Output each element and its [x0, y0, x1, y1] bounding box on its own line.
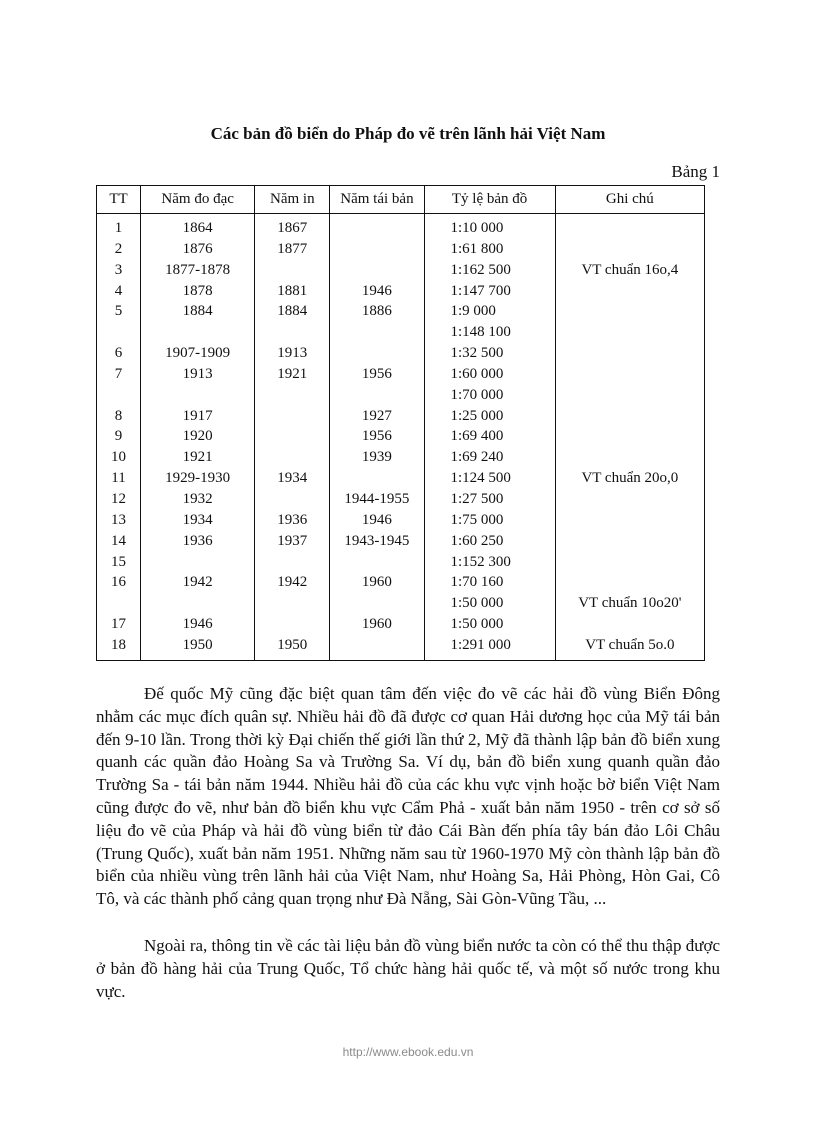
cell-tt: 2: [97, 239, 141, 260]
cell-scale: 1:27 500: [424, 489, 555, 510]
cell-print-year: 1913: [255, 343, 330, 364]
cell-print-year: [255, 406, 330, 427]
cell-tt: 4: [97, 281, 141, 302]
cell-survey-year: [141, 322, 255, 343]
cell-note: [555, 385, 704, 406]
table-row: [97, 510, 705, 531]
cell-survey-year: 1946: [141, 614, 255, 635]
page-title: Các bản đồ biển do Pháp đo vẽ trên lãnh hải Việt Nam: [210, 124, 606, 143]
cell-scale: 1:124 500: [424, 468, 555, 489]
table-row: [97, 385, 705, 406]
cell-note: VT chuẩn 10o20': [555, 593, 704, 614]
cell-reprint-year: 1943-1945: [330, 531, 424, 552]
cell-note: VT chuẩn 20o,0: [555, 468, 704, 489]
cell-note: [555, 531, 704, 552]
cell-tt: 14: [97, 531, 141, 552]
table-row: [97, 322, 705, 343]
table-row: [97, 406, 705, 427]
cell-survey-year: 1864: [141, 214, 255, 239]
header-note: Ghi chú: [555, 186, 704, 214]
cell-scale: 1:50 000: [424, 593, 555, 614]
cell-survey-year: 1917: [141, 406, 255, 427]
cell-survey-year: 1877-1878: [141, 260, 255, 281]
cell-print-year: [255, 614, 330, 635]
cell-print-year: [255, 385, 330, 406]
table-header-row: [97, 186, 705, 214]
header-tt: TT: [97, 186, 141, 214]
cell-note: [555, 322, 704, 343]
cell-tt: 17: [97, 614, 141, 635]
cell-print-year: [255, 593, 330, 614]
cell-survey-year: 1913: [141, 364, 255, 385]
cell-tt: 12: [97, 489, 141, 510]
cell-tt: 3: [97, 260, 141, 281]
cell-print-year: 1867: [255, 214, 330, 239]
cell-scale: 1:50 000: [424, 614, 555, 635]
cell-tt: [97, 593, 141, 614]
cell-tt: 6: [97, 343, 141, 364]
cell-survey-year: 1932: [141, 489, 255, 510]
cell-reprint-year: [330, 214, 424, 239]
table-row: [97, 489, 705, 510]
cell-survey-year: [141, 385, 255, 406]
cell-scale: 1:162 500: [424, 260, 555, 281]
cell-survey-year: 1934: [141, 510, 255, 531]
cell-scale: 1:25 000: [424, 406, 555, 427]
cell-tt: 15: [97, 552, 141, 573]
cell-print-year: 1921: [255, 364, 330, 385]
cell-survey-year: 1936: [141, 531, 255, 552]
cell-scale: 1:69 400: [424, 426, 555, 447]
cell-reprint-year: 1960: [330, 614, 424, 635]
cell-note: [555, 406, 704, 427]
cell-survey-year: [141, 552, 255, 573]
footer-url: http://www.ebook.edu.vn: [342, 1045, 474, 1059]
cell-reprint-year: [330, 239, 424, 260]
cell-print-year: 1937: [255, 531, 330, 552]
table-row: [97, 635, 705, 660]
cell-tt: 18: [97, 635, 141, 660]
cell-scale: 1:148 100: [424, 322, 555, 343]
table-row: [97, 447, 705, 468]
cell-note: [555, 489, 704, 510]
cell-survey-year: 1907-1909: [141, 343, 255, 364]
cell-reprint-year: [330, 260, 424, 281]
table-row: [97, 214, 705, 239]
cell-reprint-year: 1944-1955: [330, 489, 424, 510]
cell-tt: 11: [97, 468, 141, 489]
cell-note: [555, 552, 704, 573]
header-survey-year: Năm đo đạc: [141, 186, 255, 214]
cell-survey-year: 1929-1930: [141, 468, 255, 489]
table-row: [97, 572, 705, 593]
header-print-year: Năm in: [255, 186, 330, 214]
cell-tt: [97, 322, 141, 343]
cell-scale: 1:147 700: [424, 281, 555, 302]
cell-print-year: 1942: [255, 572, 330, 593]
table-row: [97, 343, 705, 364]
cell-tt: 16: [97, 572, 141, 593]
cell-survey-year: [141, 593, 255, 614]
cell-print-year: [255, 426, 330, 447]
table-row: [97, 364, 705, 385]
paragraph-us-maps: Đế quốc Mỹ cũng đặc biệt quan tâm đến việc đo vẽ các hải đồ vùng Biển Đông nhằm các mục đích quân sự. Nhiều hải đồ đã được cơ quan Hải dương học của Mỹ tái bản đến 9-10 lần. Trong thời kỳ Đại chiến thế giới lần thứ 2, Mỹ đã thành lập bản đồ biển xung quanh các quần đảo Hoàng Sa và Trường Sa. Ví dụ, bản đồ biển xung quanh quần đảo Trường Sa - tái bản năm 1944. Nhiều hải đồ của các khu vực vịnh hoặc bờ biển Việt Nam cũng được đo vẽ, như bản đồ biển khu vực Cẩm Phả - xuất bản năm 1950 - trên cơ sở số liệu đo vẽ của Pháp và hải đồ vùng biển từ đảo Cái Bàn đến phía tây bán đảo Lôi Châu (Trung Quốc), xuất bản năm 1951. Những năm sau từ 1960-1970 Mỹ còn thành lập bản đồ biển của nhiều vùng trên lãnh hải của Việt Nam, như Hoàng Sa, Hải Phòng, Hòn Gai, Cô Tô, và các thành phố cảng quan trọng như Đà Nẵng, Sài Gòn-Vũng Tầu, ...: [96, 684, 720, 909]
cell-tt: 5: [97, 301, 141, 322]
cell-survey-year: 1950: [141, 635, 255, 660]
cell-scale: 1:69 240: [424, 447, 555, 468]
table-row: [97, 531, 705, 552]
cell-survey-year: 1878: [141, 281, 255, 302]
cell-print-year: 1877: [255, 239, 330, 260]
header-reprint-year: Năm tái bản: [330, 186, 424, 214]
cell-note: [555, 426, 704, 447]
cell-note: [555, 214, 704, 239]
cell-print-year: [255, 447, 330, 468]
cell-survey-year: 1876: [141, 239, 255, 260]
cell-note: [555, 239, 704, 260]
table-row: [97, 426, 705, 447]
cell-tt: 1: [97, 214, 141, 239]
cell-note: [555, 343, 704, 364]
cell-reprint-year: 1946: [330, 281, 424, 302]
map-table: [96, 185, 705, 661]
table-row: [97, 260, 705, 281]
cell-scale: 1:152 300: [424, 552, 555, 573]
cell-print-year: 1884: [255, 301, 330, 322]
cell-print-year: [255, 322, 330, 343]
cell-survey-year: 1921: [141, 447, 255, 468]
cell-tt: 13: [97, 510, 141, 531]
table-row: [97, 301, 705, 322]
cell-reprint-year: 1956: [330, 426, 424, 447]
table-row: [97, 239, 705, 260]
cell-scale: 1:61 800: [424, 239, 555, 260]
cell-print-year: [255, 260, 330, 281]
cell-survey-year: 1920: [141, 426, 255, 447]
cell-survey-year: 1884: [141, 301, 255, 322]
cell-tt: 8: [97, 406, 141, 427]
cell-reprint-year: [330, 468, 424, 489]
cell-reprint-year: [330, 343, 424, 364]
cell-note: [555, 510, 704, 531]
cell-reprint-year: [330, 635, 424, 660]
cell-note: VT chuẩn 16o,4: [555, 260, 704, 281]
cell-reprint-year: 1946: [330, 510, 424, 531]
cell-survey-year: 1942: [141, 572, 255, 593]
cell-print-year: [255, 489, 330, 510]
cell-note: [555, 364, 704, 385]
cell-reprint-year: [330, 593, 424, 614]
cell-scale: 1:9 000: [424, 301, 555, 322]
cell-note: [555, 301, 704, 322]
cell-reprint-year: 1886: [330, 301, 424, 322]
cell-tt: 9: [97, 426, 141, 447]
cell-scale: 1:32 500: [424, 343, 555, 364]
cell-print-year: [255, 552, 330, 573]
cell-note: [555, 614, 704, 635]
cell-reprint-year: 1960: [330, 572, 424, 593]
cell-tt: 7: [97, 364, 141, 385]
cell-scale: 1:60 250: [424, 531, 555, 552]
cell-reprint-year: [330, 385, 424, 406]
cell-tt: [97, 385, 141, 406]
cell-print-year: 1936: [255, 510, 330, 531]
cell-reprint-year: 1939: [330, 447, 424, 468]
cell-reprint-year: 1927: [330, 406, 424, 427]
table-body: [97, 214, 705, 661]
cell-reprint-year: [330, 552, 424, 573]
table-row: [97, 281, 705, 302]
table-row: [97, 593, 705, 614]
table-row: [97, 468, 705, 489]
cell-tt: 10: [97, 447, 141, 468]
table-caption: Bảng 1: [671, 162, 720, 181]
cell-scale: 1:291 000: [424, 635, 555, 660]
cell-scale: 1:75 000: [424, 510, 555, 531]
cell-note: VT chuẩn 5o.0: [555, 635, 704, 660]
cell-print-year: 1881: [255, 281, 330, 302]
table-row: [97, 552, 705, 573]
cell-print-year: 1950: [255, 635, 330, 660]
cell-reprint-year: 1956: [330, 364, 424, 385]
table-row: [97, 614, 705, 635]
header-scale: Tỷ lệ bản đồ: [424, 186, 555, 214]
cell-scale: 1:10 000: [424, 214, 555, 239]
cell-note: [555, 281, 704, 302]
cell-print-year: 1934: [255, 468, 330, 489]
cell-reprint-year: [330, 322, 424, 343]
cell-scale: 1:60 000: [424, 364, 555, 385]
cell-note: [555, 447, 704, 468]
paragraph-other-sources: Ngoài ra, thông tin về các tài liệu bản đồ vùng biển nước ta còn có thể thu thập được ở bản đồ hàng hải của Trung Quốc, Tổ chức hàng hải quốc tế, và một số nước trong khu vực.: [96, 936, 720, 1001]
cell-scale: 1:70 160: [424, 572, 555, 593]
cell-scale: 1:70 000: [424, 385, 555, 406]
cell-note: [555, 572, 704, 593]
